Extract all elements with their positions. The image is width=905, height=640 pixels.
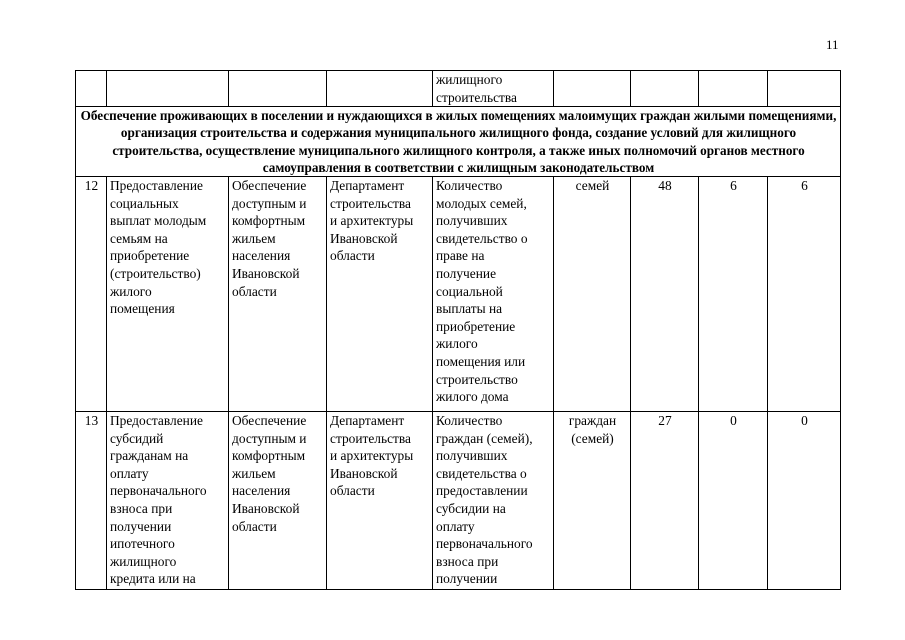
indicator-line: строительство <box>436 371 518 387</box>
measure-line: получении <box>110 518 172 534</box>
goal-line: населения <box>232 483 291 499</box>
indicator-line: свидетельство о <box>436 230 528 246</box>
indicator-line: получении <box>436 571 498 587</box>
measure-line: кредита или на <box>110 571 196 587</box>
unit-line: семей <box>575 178 610 193</box>
measure-line: приобретение <box>110 248 190 264</box>
cell-measure <box>107 412 229 590</box>
measure-line: семьям на <box>110 230 168 246</box>
executor-line: строительства <box>330 195 411 211</box>
indicator-line: жилого дома <box>436 389 509 405</box>
measure-line: (строительство) <box>110 265 201 281</box>
cell-indicator <box>433 177 554 412</box>
unit-line: граждан <box>568 413 617 428</box>
cell-goal <box>229 71 327 107</box>
indicators-table <box>75 70 841 590</box>
cell-value-2 <box>699 71 768 107</box>
cell-executor <box>327 71 433 107</box>
indicator-line: приобретение <box>436 318 516 334</box>
measure-line: взноса при <box>110 500 173 516</box>
page-number: 11 <box>826 37 839 52</box>
indicator-line: первоначального <box>436 536 533 552</box>
cell-value-3 <box>768 71 841 107</box>
cell-goal <box>229 177 327 412</box>
indicator-line: жилого <box>436 336 478 352</box>
indicator-line: субсидии на <box>436 500 506 516</box>
cell-value-3: 6 <box>768 177 841 412</box>
section-header-row <box>76 107 841 177</box>
cell-measure <box>107 177 229 412</box>
executor-line: Ивановской <box>330 465 398 481</box>
measure-line: оплату <box>110 465 149 481</box>
executor-line: области <box>330 483 375 499</box>
indicator-line: помещения или <box>436 353 526 369</box>
indicator-line: социальной <box>436 283 503 299</box>
measure-line: Предоставление <box>110 413 203 428</box>
unit-line: (семей) <box>571 430 614 446</box>
table-row <box>76 177 841 412</box>
measure-line <box>110 447 226 465</box>
indicator-line: взноса при <box>436 553 499 569</box>
cell-measure <box>107 71 229 107</box>
cell-unit <box>554 177 631 412</box>
measure-line: Предоставление <box>110 178 203 193</box>
goal-line: населения <box>232 248 291 264</box>
cell-value-2: 0 <box>699 412 768 590</box>
cell-value-1 <box>631 71 699 107</box>
cell-value-1: 27 <box>631 412 699 590</box>
cell-num <box>76 71 107 107</box>
section-header: Обеспечение проживающих в поселении и нуждающихся в жилых помещениях малоимущих граждан жилыми помещениями, организация строительства и содержания муниципального жилищного фонда, создание условий для жилищного строительства, осуществление муниципального жилищного контроля, а также иных полномочий органов местного самоуправления в соответствии с жилищным законодательством <box>76 107 841 177</box>
goal-line: Ивановской <box>232 265 300 281</box>
goal-line: области <box>232 518 277 534</box>
table-row <box>76 412 841 590</box>
cell-indicator <box>433 412 554 590</box>
indicator-line: свидетельства о <box>436 465 527 481</box>
goal-line: комфортным <box>232 213 306 229</box>
measure-line: субсидий <box>110 430 164 446</box>
row-number: 12 <box>76 177 107 412</box>
measure-line: жилищного <box>110 553 177 569</box>
cell-executor <box>327 177 433 412</box>
executor-line: Ивановской <box>330 230 398 246</box>
measure-line: ипотечного <box>110 536 175 552</box>
goal-line: жильем <box>232 465 276 481</box>
cell-value-3: 0 <box>768 412 841 590</box>
executor-line: строительства <box>330 430 411 446</box>
indicator-line: получивших <box>436 448 508 464</box>
goal-line: комфортным <box>232 448 306 464</box>
cell-goal <box>229 412 327 590</box>
measure-line-text: гражданам на <box>110 448 189 464</box>
measure-line: помещения <box>110 301 175 317</box>
goal-line: Обеспечение <box>232 413 307 428</box>
measure-line: жилого <box>110 283 152 299</box>
indicator-line: Количество <box>436 178 503 193</box>
continuation-row <box>76 71 841 107</box>
executor-line: Департамент <box>330 413 405 428</box>
cell-executor <box>327 412 433 590</box>
executor-line: и архитектуры <box>330 448 414 464</box>
indicator-line: получение <box>436 265 497 281</box>
cell-unit <box>554 71 631 107</box>
executor-line: области <box>330 248 375 264</box>
indicator-line: оплату <box>436 518 475 534</box>
goal-line: доступным и <box>232 195 307 211</box>
indicator-line: получивших <box>436 213 508 229</box>
cell-value-2: 6 <box>699 177 768 412</box>
indicator-line: предоставлении <box>436 483 528 499</box>
executor-line: и архитектуры <box>330 213 414 229</box>
goal-line: области <box>232 283 277 299</box>
measure-line: первоначального <box>110 483 207 499</box>
row-number: 13 <box>76 412 107 590</box>
indicator-line: праве на <box>436 248 485 264</box>
measure-line: социальных <box>110 195 179 211</box>
indicator-line: жилищного <box>436 72 503 87</box>
measure-line: выплат молодым <box>110 213 207 229</box>
cell-unit <box>554 412 631 590</box>
goal-line: жильем <box>232 230 276 246</box>
cell-indicator <box>433 71 554 107</box>
indicator-line: выплаты на <box>436 301 503 317</box>
indicator-line: молодых семей, <box>436 195 527 211</box>
goal-line: Ивановской <box>232 500 300 516</box>
cell-value-1: 48 <box>631 177 699 412</box>
indicator-line: строительства <box>436 89 517 105</box>
goal-line: Обеспечение <box>232 178 307 193</box>
indicator-line: Количество <box>436 413 503 428</box>
indicator-line: граждан (семей), <box>436 430 533 446</box>
executor-line: Департамент <box>330 178 405 193</box>
goal-line: доступным и <box>232 430 307 446</box>
